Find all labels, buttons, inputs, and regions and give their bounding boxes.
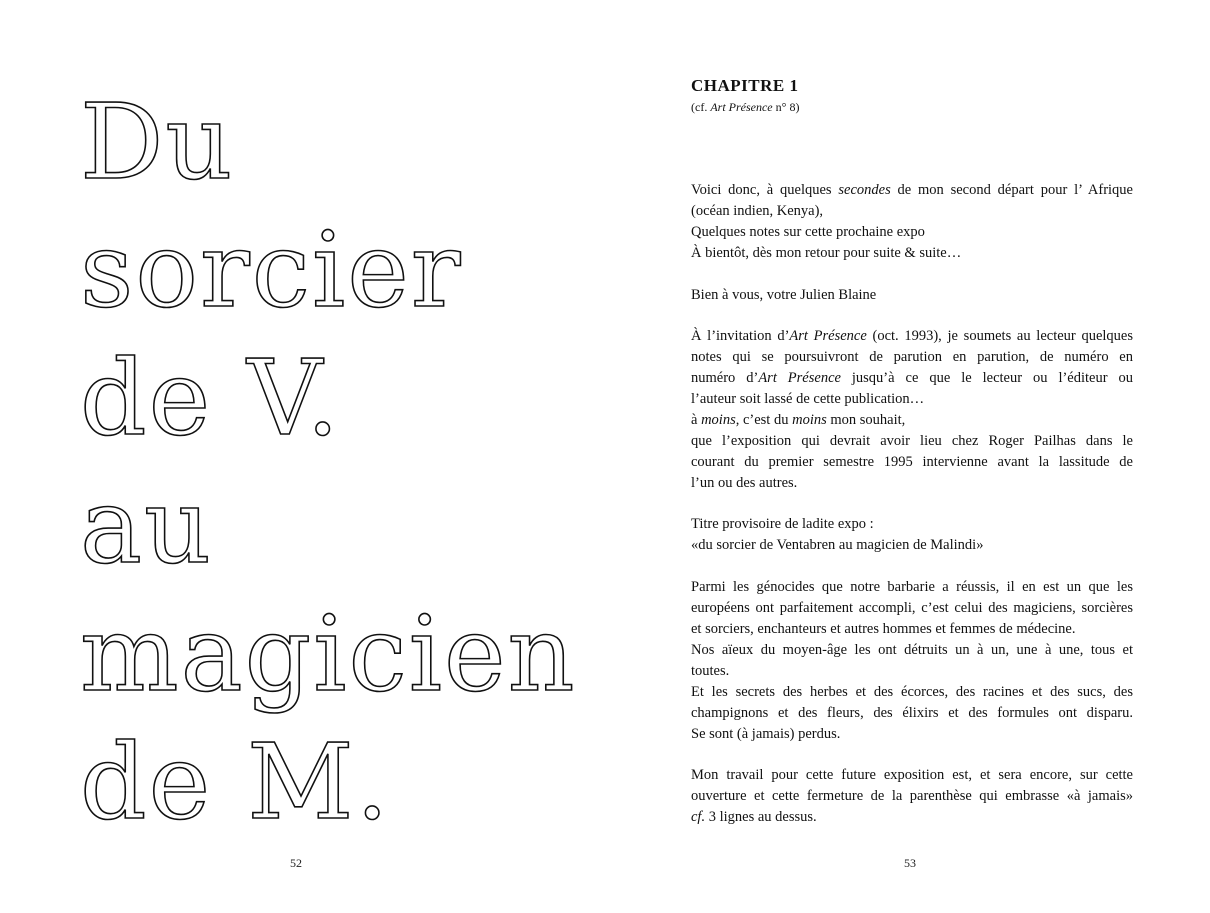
chapter-ref-title: Art Présence <box>710 100 773 114</box>
emphasis: secondes <box>838 182 891 198</box>
text-line: européens ont parfaitement accompli, c’est celui des magiciens, sorcières <box>691 600 1133 617</box>
text-line: Et les secrets des herbes et des écorces, des racines et des sucs, des <box>691 683 1133 700</box>
chapter-reference <box>691 100 799 115</box>
page-number-left: 52 <box>290 856 302 870</box>
text-line: (océan indien, Kenya), <box>691 202 824 219</box>
text-line: Se sont (à jamais) perdus. <box>691 725 841 742</box>
text-span: à <box>691 411 702 428</box>
text-span: 3 lignes au dessus. <box>705 809 817 826</box>
text-span: Voici donc, à quelques <box>691 182 839 198</box>
text-line: Mon travail pour cette future exposition est, et sera encore, sur cette <box>691 767 1133 784</box>
outlined-title <box>80 78 577 846</box>
title-line-3: de V. <box>80 337 342 459</box>
text-line: l’auteur soit lassé de cette publication… <box>691 391 925 408</box>
title-line-5: magicien <box>80 593 577 715</box>
text-span: mon souhait, <box>826 411 906 428</box>
text-line: Quelques notes sur cette prochaine expo <box>691 223 925 240</box>
paragraph-5 <box>691 577 1133 744</box>
paragraph-2 <box>691 285 1133 306</box>
paragraph-3 <box>691 326 1133 493</box>
title-line-4: au <box>80 465 213 587</box>
chapter-ref-prefix: (cf. <box>691 100 711 114</box>
title-line-2: sorcier <box>80 209 463 331</box>
text-line: ouverture et cette fermeture de la parenthèse qui embrasse «à jamais» <box>691 788 1133 805</box>
text-line: champignons et des fleurs, des élixirs et des formules ont disparu. <box>691 704 1133 721</box>
paragraph-1 <box>691 180 1133 264</box>
paragraph-4 <box>691 514 1133 556</box>
text-line: notes qui se poursuivront de parution en parution, de numéro en <box>691 349 1133 366</box>
text-span: de mon second départ pour l’ Afrique <box>890 182 1133 198</box>
title-line-1: Du <box>80 81 235 203</box>
page-number-right: 53 <box>904 856 916 870</box>
title-line-6: de M. <box>80 721 391 843</box>
text-line <box>691 368 1133 389</box>
text-line: Bien à vous, votre Julien Blaine <box>691 286 877 303</box>
emphasis: moins <box>701 411 736 428</box>
text-span: numéro d’ <box>691 370 759 387</box>
text-line <box>691 410 1133 431</box>
text-line: Nos aïeux du moyen-âge les ont détruits un à un, une à une, tous et <box>691 641 1133 658</box>
chapter-heading: CHAPITRE 1 <box>691 76 799 95</box>
emphasis: moins <box>792 411 827 428</box>
text-span: À l’invitation d’ <box>691 328 790 345</box>
text-line: Titre provisoire de ladite expo : <box>691 516 874 533</box>
text-line: et sorciers, enchanteurs et autres hommes et femmes de médecine. <box>691 620 1076 637</box>
chapter-ref-suffix: n° 8) <box>772 100 800 114</box>
text-line: À bientôt, dès mon retour pour suite & suite… <box>691 244 962 261</box>
text-span: (oct. 1993), je soumets au lecteur quelques <box>866 328 1133 345</box>
right-page <box>605 0 1210 913</box>
emphasis: cf. <box>691 809 706 826</box>
text-line: Parmi les génocides que notre barbarie a réussis, il en est un que les <box>691 579 1133 596</box>
text-line: courant du premier semestre 1995 intervienne avant la lassitude de <box>691 453 1133 470</box>
text-span: jusqu’à ce que le lecteur ou l’éditeur ou <box>840 370 1134 387</box>
paragraph-6 <box>691 765 1133 828</box>
text-line: «du sorcier de Ventabren au magicien de Malindi» <box>691 537 984 554</box>
text-line: que l’exposition qui devrait avoir lieu chez Roger Pailhas dans le <box>691 432 1133 449</box>
text-line <box>691 807 1133 828</box>
text-line: toutes. <box>691 662 730 679</box>
text-line <box>691 326 1133 347</box>
text-line: l’un ou des autres. <box>691 474 798 491</box>
emphasis: Art Présence <box>789 328 867 345</box>
body-text <box>691 180 1133 849</box>
text-span: , c’est du <box>735 411 793 428</box>
emphasis: Art Présence <box>758 370 841 387</box>
text-line <box>691 180 1133 201</box>
